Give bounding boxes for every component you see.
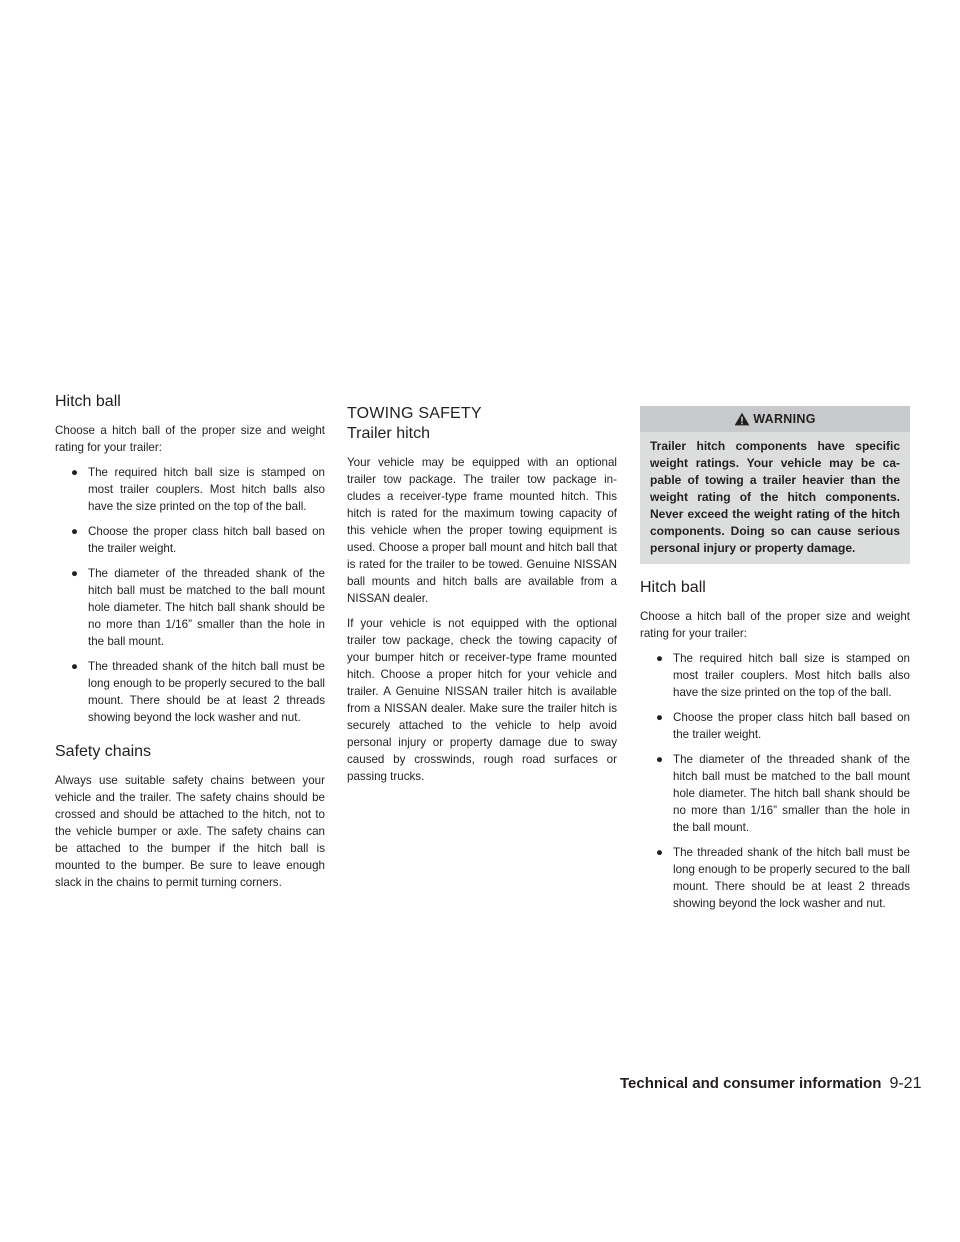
bullet: ●	[656, 711, 664, 724]
trailer-hitch-para-1: Your vehicle may be equipped with an optional trailer tow package. The trailer tow package in-cludes a receiver-type frame mounted hitch. This hitch is rated for the maximum towing capacity of this vehicle when the proper towing equipment is used. Choose a proper ball mount and hitch ball that is rated for the trailer to be towed. Genuine NISSAN ball mounts and hitch balls are available from a NISSAN dealer.	[347, 456, 617, 605]
footer-section-title: Technical and consumer information	[620, 1075, 882, 1092]
hitch-ball-list-2	[640, 650, 910, 912]
list-item: ● The threaded shank of the hitch ball must be long enough to be properly secured to the ball mount. There should be at least 2 threads showing beyond the lock washer and nut.	[71, 660, 325, 724]
hitch-ball-intro-2: Choose a hitch ball of the proper size and weight rating for your trailer:	[640, 610, 910, 640]
hitch-ball-heading: Hitch ball	[55, 393, 121, 410]
column-middle	[347, 404, 617, 793]
warning-text: Trailer hitch components have specific weight ratings. Your vehicle may be ca-pable of towing a trailer heavier than the weight rating of the hitch components. Never exceed the weight rating of the hitch components. Doing so can cause serious personal injury or property damage.	[650, 439, 900, 555]
list-item: ● Choose the proper class hitch ball based on the trailer weight.	[656, 711, 910, 741]
list-item: ● The threaded shank of the hitch ball must be long enough to be properly secured to the ball mount. There should be at least 2 threads showing beyond the lock washer and nut.	[656, 846, 910, 910]
bullet: ●	[71, 567, 79, 580]
column-left	[55, 392, 325, 899]
bullet: ●	[71, 660, 79, 673]
bullet: ●	[656, 846, 664, 859]
list-item: ● The diameter of the threaded shank of the hitch ball must be matched to the ball mount hole diameter. The hitch ball shank should be no more than 1/16” smaller than the hole in the ball mount.	[71, 567, 325, 648]
trailer-hitch-para-2: If your vehicle is not equipped with the optional trailer tow package, check the towing capacity of your bumper hitch or receiver-type frame mounted hitch. Choose a proper hitch for your vehicle and trailer. A Genuine NISSAN trailer hitch is available from a NISSAN dealer. Make sure the trailer hitch is securely attached to the vehicle to help avoid personal injury or property damage due to sway caused by crosswinds, rough road surfaces or passing trucks.	[347, 617, 617, 783]
warning-box	[640, 406, 910, 564]
list-item: ● The diameter of the threaded shank of the hitch ball must be matched to the ball mount hole diameter. The hitch ball shank should be no more than 1/16” smaller than the hole in the ball mount.	[656, 753, 910, 834]
column-right	[640, 406, 910, 920]
warning-triangle-icon	[734, 412, 750, 426]
warning-header	[640, 406, 910, 432]
safety-chains-text: Always use suitable safety chains between your vehicle and the trailer. The safety chains should be crossed and should be attached to the hitch, not to the vehicle bumper or axle. The safety chains can be attached to the bumper if the hitch ball is mounted to the bumper. Be sure to leave enough slack in the chains to permit turning corners.	[55, 774, 325, 889]
hitch-ball-heading-2: Hitch ball	[640, 579, 706, 596]
hitch-ball-list	[55, 464, 325, 726]
bullet: ●	[71, 525, 79, 538]
safety-chains-heading: Safety chains	[55, 743, 152, 760]
towing-safety-heading: TOWING SAFETY	[347, 405, 482, 422]
bullet: ●	[656, 652, 664, 665]
list-item: ● Choose the proper class hitch ball based on the trailer weight.	[71, 525, 325, 555]
hitch-ball-intro: Choose a hitch ball of the proper size and weight rating for your trailer:	[55, 424, 325, 454]
list-item: ● The required hitch ball size is stamped on most trailer couplers. Most hitch balls also have the size printed on the top of the ball.	[656, 652, 910, 699]
warning-label: WARNING	[753, 412, 816, 426]
list-item: ● The required hitch ball size is stamped on most trailer couplers. Most hitch balls also have the size printed on the top of the ball.	[71, 466, 325, 513]
bullet: ●	[656, 753, 664, 766]
bullet: ●	[71, 466, 79, 479]
page-number: 9-21	[889, 1075, 922, 1092]
trailer-hitch-heading: Trailer hitch	[347, 425, 430, 442]
page-footer	[620, 1075, 922, 1093]
